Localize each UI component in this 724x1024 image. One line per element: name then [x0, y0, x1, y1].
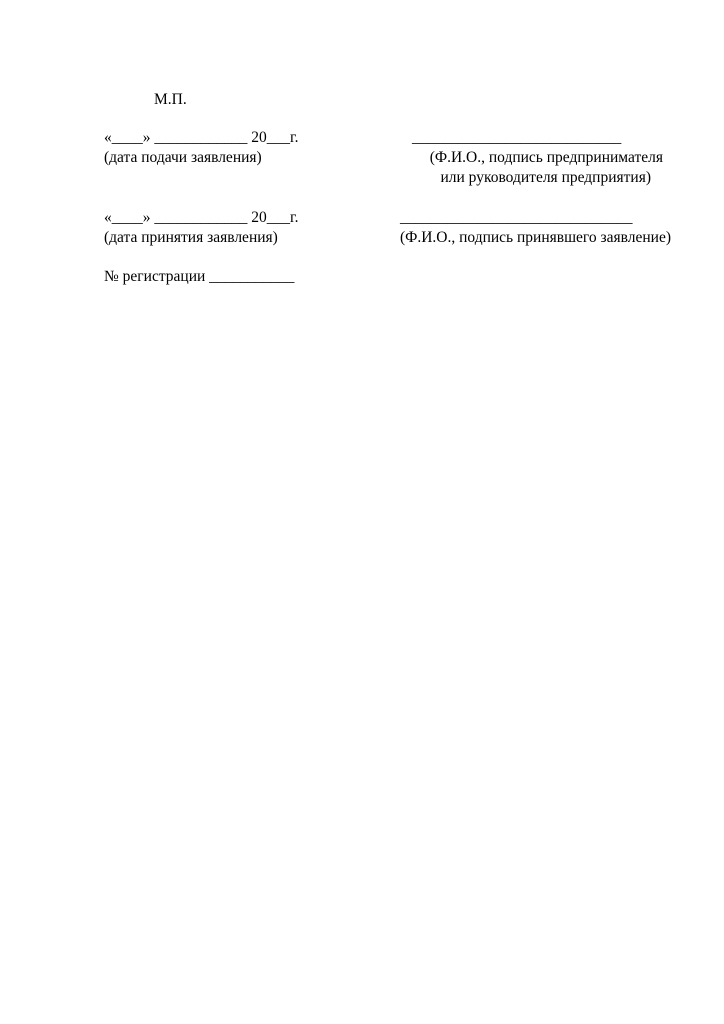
- applicant-signature-line: ___________________________: [412, 129, 622, 146]
- receiver-signature-line: ______________________________: [400, 209, 633, 226]
- receiver-signature-caption: (Ф.И.О., подпись принявшего заявление): [399, 229, 671, 246]
- applicant-signature-caption: (Ф.И.О., подпись предпринимателя: [429, 149, 663, 166]
- submission-date-caption: (дата подачи заявления): [104, 149, 262, 166]
- acceptance-date-caption: (дата принятия заявления): [104, 229, 278, 246]
- applicant-signature-caption-continued: или руководителя предприятия): [440, 169, 651, 186]
- registration-number-field: № регистрации ___________: [104, 268, 295, 285]
- submission-date-field: «____» ____________ 20___г.: [104, 129, 299, 146]
- seal-label: М.П.: [154, 91, 187, 108]
- acceptance-date-field: «____» ____________ 20___г.: [104, 209, 299, 226]
